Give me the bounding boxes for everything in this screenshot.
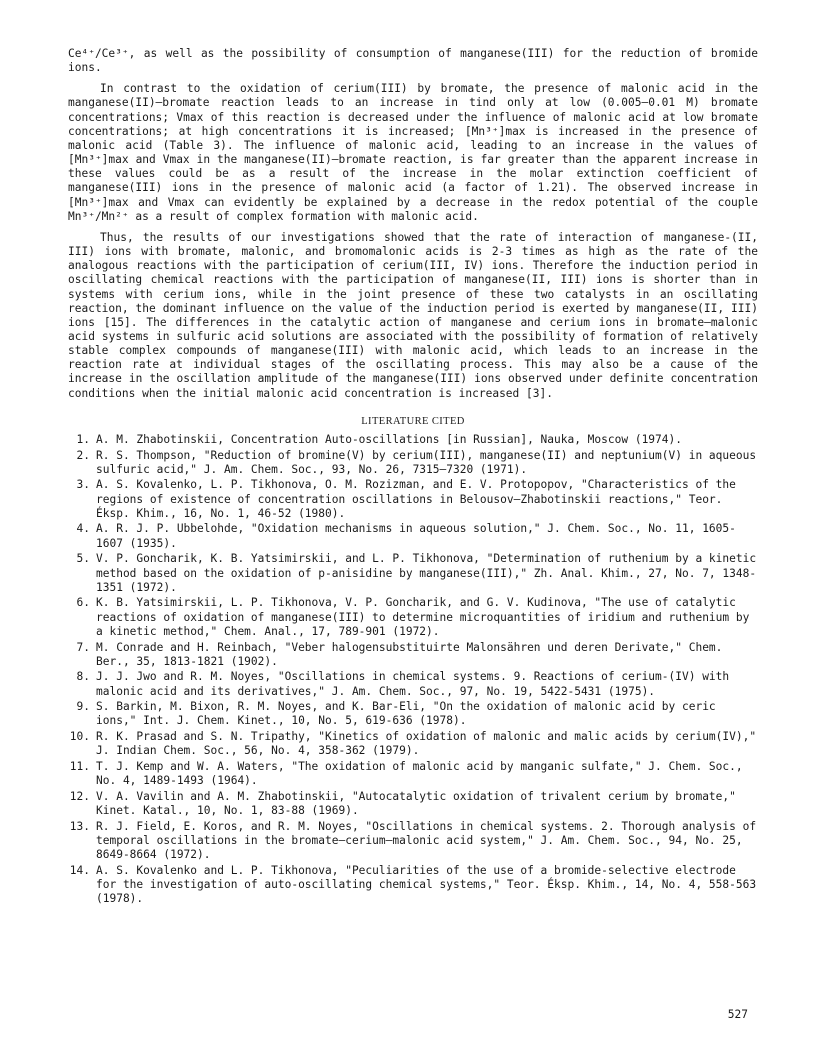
reference-number: 12. — [69, 790, 90, 804]
reference-number: 1. — [76, 432, 90, 446]
reference-item — [68, 478, 758, 520]
reference-text: S. Barkin, M. Bixon, R. M. Noyes, and K. Bar-Eli, "On the oxidation of malonic acid by ceric ions," Int. J. Chem. Kinet., 10, No. 5, 619-636 (1978). — [96, 700, 723, 728]
reference-text: K. B. Yatsimirskii, L. P. Tikhonova, V. P. Goncharik, and G. V. Kudinova, "The use of catalytic reactions of oxidation of manganese(III) to determine microquantities of iridium and ruthenium by a kinetic method," Chem. Anal., 17, 789-901 (1972). — [96, 596, 757, 638]
reference-item — [68, 760, 758, 788]
reference-text: V. A. Vavilin and A. M. Zhabotinskii, "Autocatalytic oxidation of trivalent cerium by bromate," Kinet. Katal., 10, No. 1, 83-88 (1969). — [96, 790, 743, 818]
reference-text: M. Conrade and H. Reinbach, "Veber halogensubstituirte Malonsähren und deren Derivate," Chem. Ber., 35, 1813-1821 (1902). — [96, 640, 730, 668]
reference-number: 7. — [76, 640, 90, 654]
reference-item — [68, 790, 758, 818]
reference-text: A. S. Kovalenko, L. P. Tikhonova, O. M. Rozizman, and E. V. Protopopov, "Characteristics of the regions of existence of concentration oscillations in Belousov—Zhabotinskii reactions," Teor. Éksp. Khim., 16, No. 1, 46-52 (1980). — [96, 478, 743, 520]
reference-item — [68, 433, 758, 447]
reference-number: 14. — [69, 864, 90, 877]
reference-text: R. K. Prasad and S. N. Tripathy, "Kinetics of oxidation of malonic and malic acids by cerium(IV)," J. Indian Chem. Soc., 56, No. 4, 358-362 (1979). — [96, 730, 763, 758]
reference-number: 8. — [76, 670, 90, 684]
reference-number: 4. — [76, 522, 90, 536]
reference-number: 2. — [76, 448, 90, 462]
reference-item — [68, 819, 763, 862]
reference-number: 9. — [76, 700, 90, 714]
reference-item — [68, 670, 758, 698]
reference-item — [68, 700, 758, 728]
reference-item — [68, 522, 758, 550]
page-body — [68, 47, 765, 908]
reference-item — [68, 730, 763, 758]
reference-number: 11. — [69, 760, 90, 774]
reference-item — [68, 596, 758, 638]
reference-number: 3. — [76, 478, 90, 492]
page-number: 527 — [727, 1008, 748, 1021]
reference-text: R. S. Thompson, "Reduction of bromine(V) by cerium(III), manganese(II) and neptunium(V) in aqueous sulfuric acid," J. Am. Chem. Soc., 93, No. 26, 7315–7320 (1971). — [96, 448, 763, 476]
reference-text: A. S. Kovalenko and L. P. Tikhonova, "Peculiarities of the use of a bromide-selective electrode for the investigation of auto-oscillating chemical systems," Teor. Éksp. Khim., 14, No. 4, 558-563 (1978). — [96, 864, 763, 906]
reference-text: J. J. Jwo and R. M. Noyes, "Oscillations in chemical systems. 9. Reactions of cerium-(IV) with malonic acid and its derivatives," J. Am. Chem. Soc., 97, No. 19, 5422-5431 (1975). — [96, 670, 736, 698]
reference-item — [68, 448, 763, 477]
paragraph-continuation: Ce⁴⁺/Ce³⁺, as well as the possibility of consumption of manganese(III) for the reduction of bromide ions. — [68, 47, 765, 75]
reference-text: R. J. Field, E. Koros, and R. M. Noyes, "Oscillations in chemical systems. 2. Thorough analysis of temporal oscillations in the bromate—cerium—malonic acid system," J. Am. Chem. Soc., 94, No. 25, 8649-8664 (1972). — [96, 819, 763, 862]
reference-list — [68, 432, 763, 907]
reference-item — [68, 552, 763, 594]
reference-number: 10. — [69, 730, 90, 744]
reference-item — [68, 641, 758, 669]
reference-text: T. J. Kemp and W. A. Waters, "The oxidation of malonic acid by manganic sulfate," J. Chem. Soc., No. 4, 1489-1493 (1964). — [96, 760, 750, 788]
reference-text: A. R. J. P. Ubbelohde, "Oxidation mechanisms in aqueous solution," J. Chem. Soc., No. 11, 1605-1607 (1935). — [96, 522, 736, 550]
paragraph-malonic-influence: In contrast to the oxidation of cerium(III) by bromate, the presence of malonic acid in the manganese(II)—bromate reaction leads to an increase in tind only at low (0.005–0.01 M) bromate concentrations; Vmax of this reaction is decreased under the influence of malonic acid at low bromate concentrations; at high concentrations it is increased; [Mn³⁺]max is increased in the presence of malonic acid (Table 3). The influence of malonic acid, leading to an increase in the values of [Mn³⁺]max and Vmax in the manganese(II)—bromate reaction, is far greater than the apparent increase in these values could be as a result of the increase in the molar extinction coefficient of manganese(III) ions in the presence of malonic acid (a factor of 1.21). The observed increase in [Mn³⁺]max and Vmax can evidently be explained by a decrease in the redox potential of the couple Mn³⁺/Mn²⁺ as a result of complex formation with malonic acid. — [68, 82, 765, 223]
reference-number: 5. — [76, 552, 90, 566]
reference-text: V. P. Goncharik, K. B. Yatsimirskii, and L. P. Tikhonova, "Determination of ruthenium by a kinetic method based on the oxidation of p-anisidine by manganese(III)," Zh. Anal. Khim., 27, No. 7, 1348-1351 (1972). — [96, 552, 763, 594]
paragraph-conclusions: Thus, the results of our investigations showed that the rate of interaction of manganese-(II, III) ions with bromate, malonic, and bromomalonic acids is 2-3 times as high as the rate of the analogous reactions with the participation of cerium(III, IV) ions. Therefore the induction period in oscillating chemical reactions with the participation of manganese(II, III) ions is shorter than in systems with cerium ions, while in the joint presence of these two catalysts in an oscillating reaction, the dominant influence on the value of the induction period is exerted by manganese(II, III) ions [15]. The differences in the catalytic action of manganese and cerium ions in bromate—malonic acid systems in sulfuric acid solutions are associated with the possibility of formation of relatively stable complex compounds of manganese(III) with malonic acid, which leads to an increase in the reaction rate at individual stages of the oscillating process. This may also be a cause of the increase in the oscillation amplitude of the manganese(III) ions observed under definite concentration conditions when the initial malonic acid concentration is increased [3]. — [68, 230, 765, 400]
reference-number: 6. — [76, 596, 90, 610]
reference-number: 13. — [69, 819, 90, 833]
literature-cited-heading: LITERATURE CITED — [361, 415, 465, 427]
reference-text: A. M. Zhabotinskii, Concentration Auto-oscillations [in Russian], Nauka, Moscow (1974). — [96, 432, 682, 446]
reference-item — [68, 864, 763, 906]
